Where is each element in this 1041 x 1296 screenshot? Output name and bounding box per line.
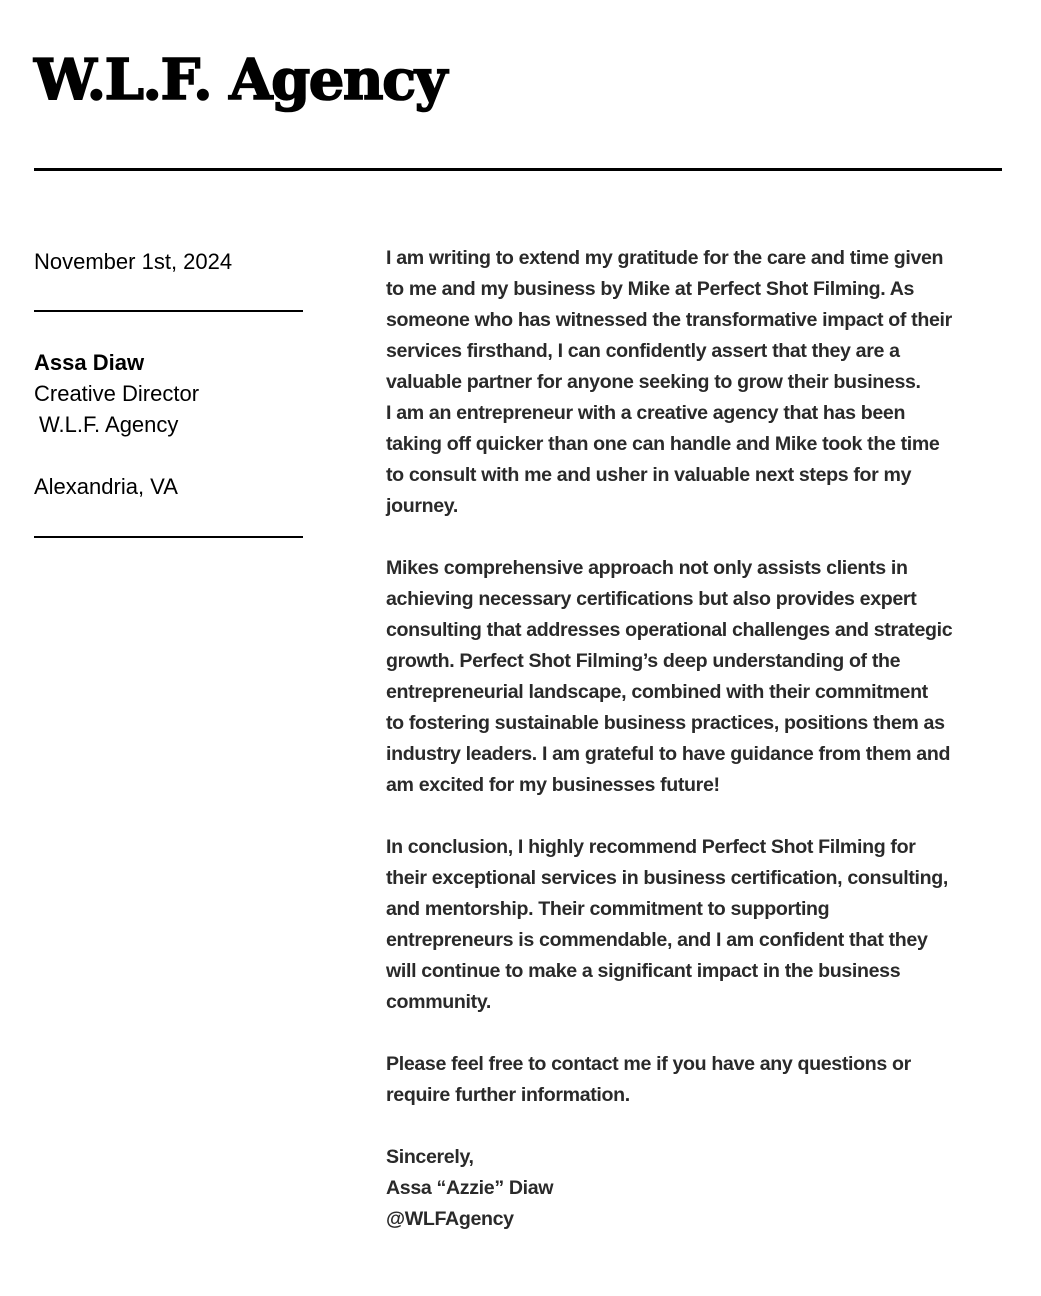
letter-line: industry leaders. I am grateful to have guidance from them and — [386, 743, 951, 765]
letter-line: achieving necessary certifications but also provides expert — [386, 588, 917, 610]
letter-line: and mentorship. Their commitment to supporting — [386, 898, 830, 920]
sidebar-divider-top — [34, 310, 303, 312]
letter-line: am excited for my businesses future! — [386, 774, 720, 796]
sender-contact-block — [34, 347, 199, 502]
letter-line: to fostering sustainable business practices, positions them as — [386, 712, 945, 734]
letter-closing — [386, 1142, 1011, 1235]
sender-company: W.L.F. Agency — [39, 412, 179, 437]
header-divider — [34, 168, 1002, 171]
letter-line: taking off quicker than one can handle and Mike took the time — [386, 433, 940, 455]
letter-line: their exceptional services in business certification, consulting, — [386, 867, 948, 889]
sidebar-divider-bottom — [34, 536, 303, 538]
sender-location: Alexandria, VA — [34, 474, 178, 499]
closing-handle: @WLFAgency — [386, 1208, 514, 1230]
letter-paragraph-intro — [386, 243, 1011, 522]
letter-paragraph-approach — [386, 553, 1011, 801]
sender-name: Assa Diaw — [34, 350, 145, 375]
letter-date: November 1st, 2024 — [34, 249, 233, 274]
letter-line: will continue to make a significant impact in the business — [386, 960, 901, 982]
letter-line: entrepreneurs is commendable, and I am confident that they — [386, 929, 928, 951]
letter-body — [386, 243, 1011, 1266]
letter-line: to me and my business by Mike at Perfect Shot Filming. As — [386, 278, 915, 300]
sender-role: Creative Director — [34, 381, 200, 406]
letter-paragraph-contact — [386, 1049, 1011, 1111]
agency-title: W.L.F. Agency — [34, 47, 446, 113]
letter-line: In conclusion, I highly recommend Perfect Shot Filming for — [386, 836, 916, 858]
letter-line: consulting that addresses operational challenges and strategic — [386, 619, 953, 641]
letter-line: require further information. — [386, 1084, 630, 1106]
letter-line: to consult with me and usher in valuable next steps for my — [386, 464, 912, 486]
letter-line: someone who has witnessed the transformative impact of their — [386, 309, 952, 331]
letter-paragraph-conclusion — [386, 832, 1011, 1018]
letter-line: journey. — [386, 495, 458, 517]
letter-line: services firsthand, I can confidently assert that they are a — [386, 340, 900, 362]
letter-line: growth. Perfect Shot Filming’s deep understanding of the — [386, 650, 901, 672]
letter-line: entrepreneurial landscape, combined with their commitment — [386, 681, 928, 703]
closing-salutation: Sincerely, — [386, 1146, 474, 1168]
closing-signature-name: Assa “Azzie” Diaw — [386, 1177, 554, 1199]
letter-line: community. — [386, 991, 492, 1013]
letter-line: valuable partner for anyone seeking to grow their business. — [386, 371, 921, 393]
letter-line: Please feel free to contact me if you have any questions or — [386, 1053, 911, 1075]
contact-spacer — [34, 440, 199, 471]
letter-line: I am an entrepreneur with a creative agency that has been — [386, 402, 906, 424]
letter-line: I am writing to extend my gratitude for the care and time given — [386, 247, 944, 269]
letter-line: Mikes comprehensive approach not only assists clients in — [386, 557, 908, 579]
